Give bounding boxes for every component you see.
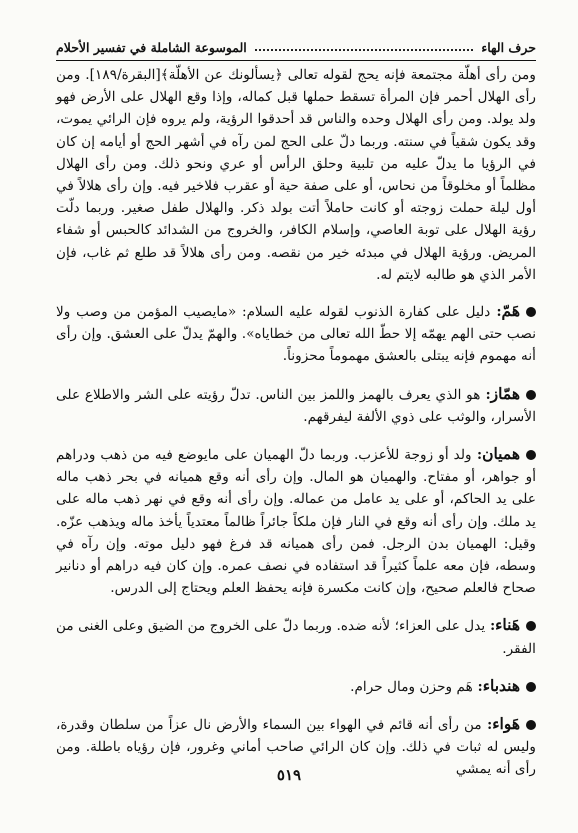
entry-text: ولد أو زوجة للأعزب. وربما دلّ الهميان على مايوضع فيه من ذهب ودراهم أو جواهر، أو مفتاح. والهميان هو المال. وإن رأى أنه وقع هميانه في بحر ذهب ماله على يد الحاكم، أو على يد عامل من عماله. وإن رأى أنه وقع في نهر ذهب ماله على يد ملك. وإن رأى أنه وقع في النار فإن ملكاً جائراً ظالماً معتدياً يأخذ ماله ويذهب عزّه. وقيل: الهميان بدن الرجل. فمن رأى هميانه قد فرغ فهو دليل موته. وإن رآه في وسطه، فإن معه علماً كثيراً قد استفاده في نصف عمره. وإن كان فيه دراهم أو دنانير صحاح فالعلم صحيح، وإن كانت مكسرة فإنه يحفظ العلم ويحتاج إلى الدرس. <box>56 447 536 597</box>
page-number: ٥١٩ <box>276 766 302 784</box>
bullet-icon <box>526 720 536 730</box>
entry-colon: : <box>471 447 483 464</box>
entry-hamm <box>56 300 536 368</box>
entry-text: يدل على العزاء؛ لأنه ضده. وربما دلّ على الخروج من الضيق وعلى الغنى من الفقر. <box>56 618 536 657</box>
entry-colon: : <box>490 304 502 321</box>
bullet-icon <box>526 307 536 317</box>
entry-term: هندباء <box>482 675 520 695</box>
entry-term: همّاز <box>490 383 520 403</box>
entry-colon: : <box>481 717 493 734</box>
header-dot-leader <box>255 49 474 51</box>
running-header <box>56 36 536 58</box>
bullet-icon <box>526 682 536 692</box>
bullet-icon <box>526 450 536 460</box>
entry-text: دليل على كفارة الذنوب لقوله عليه السلام: «مايصيب المؤمن من وصب ولا نصب حتى الهم يهمّه إلا حطّ الله تعالى من خطاياه». والهمّ يدلّ على العشق. وإن رأى أنه مهموم فإنه يبتلى بالعشق مهموماً محزوناً. <box>56 304 536 365</box>
entry-term: هَمّ <box>501 301 520 321</box>
entry-hammaz <box>56 383 536 428</box>
section-title: حرف الهاء <box>481 39 536 55</box>
entry-hindaba <box>56 675 536 698</box>
entry-term: هَواء <box>492 714 520 734</box>
entry-term: هميان <box>482 444 520 464</box>
entry-text: من رأى أنه قائم في الهواء بين السماء والأرض نال عزاً من سلطان وقدرة، وليس له ثبات في ذلك. وإن كان الرائي صاحب أماني وغرور، فإن رؤياه باطلة. ومن رأى أنه يمشي <box>56 717 536 778</box>
entry-colon: : <box>472 678 483 695</box>
header-rule <box>56 60 536 61</box>
entry-colon: : <box>485 618 496 635</box>
bullet-icon <box>526 621 536 631</box>
entry-hana <box>56 614 536 659</box>
entry-colon: : <box>480 386 491 403</box>
book-title: الموسوعة الشاملة في تفسير الأحلام <box>56 39 247 55</box>
entry-text: هَم وحزن ومال حرام. <box>350 678 473 695</box>
page-body <box>56 64 536 796</box>
intro-paragraph: ومن رأى أهلّة مجتمعة فإنه يحج لقوله تعالى ﴿يسألونك عن الأهلّة﴾[البقرة/١٨٩]. ومن رأى الهلال أحمر فإن المرأة تسقط حملها قبل كماله، وإذا وقع الهلال على الأرض فهو ولد يولد. ومن رأى الهلال وحده والناس قد أحدقوا الرؤية، ولم يروه فإن الرائي يموت، وقد يكون شقياً في سنته. وربما دلّ على الحج لمن رآه في أشهر الحج أو أيامه إن كان في الرؤيا ما يدلّ عليه من تلبية وحلق الرأس أو عري ونحو ذلك. ومن رأى الهلال مظلماً أو مخلوقاً من نحاس، أو على صفة حية أو عقرب فلاخير فيه. وإن رأى هلالاً في أول ليلة حملت زوجته أو كانت حاملاً أتت بولد ذكر. والهلال طفل صغير. وربما دلّت رؤية الهلال على توبة العاصي، وإسلام الكافر، والخروج من الشدائد كالحبس أو شفاء المريض. ورؤية الهلال في مبدئه خير من نقصه. ومن رأى هلالاً قد طلع ثم غاب، فإن الأمر الذي هو طالبه لايتم له. <box>56 67 536 283</box>
entry-hamyan <box>56 443 536 599</box>
entry-text: هو الذي يعرف بالهمز واللمز بين الناس. تدلّ رؤيته على الشر والاطلاع على الأسرار، والوثب على ذوي الألفة ليفرقهم. <box>56 386 536 425</box>
bullet-icon <box>526 390 536 400</box>
entry-term: هَناء <box>495 615 520 635</box>
